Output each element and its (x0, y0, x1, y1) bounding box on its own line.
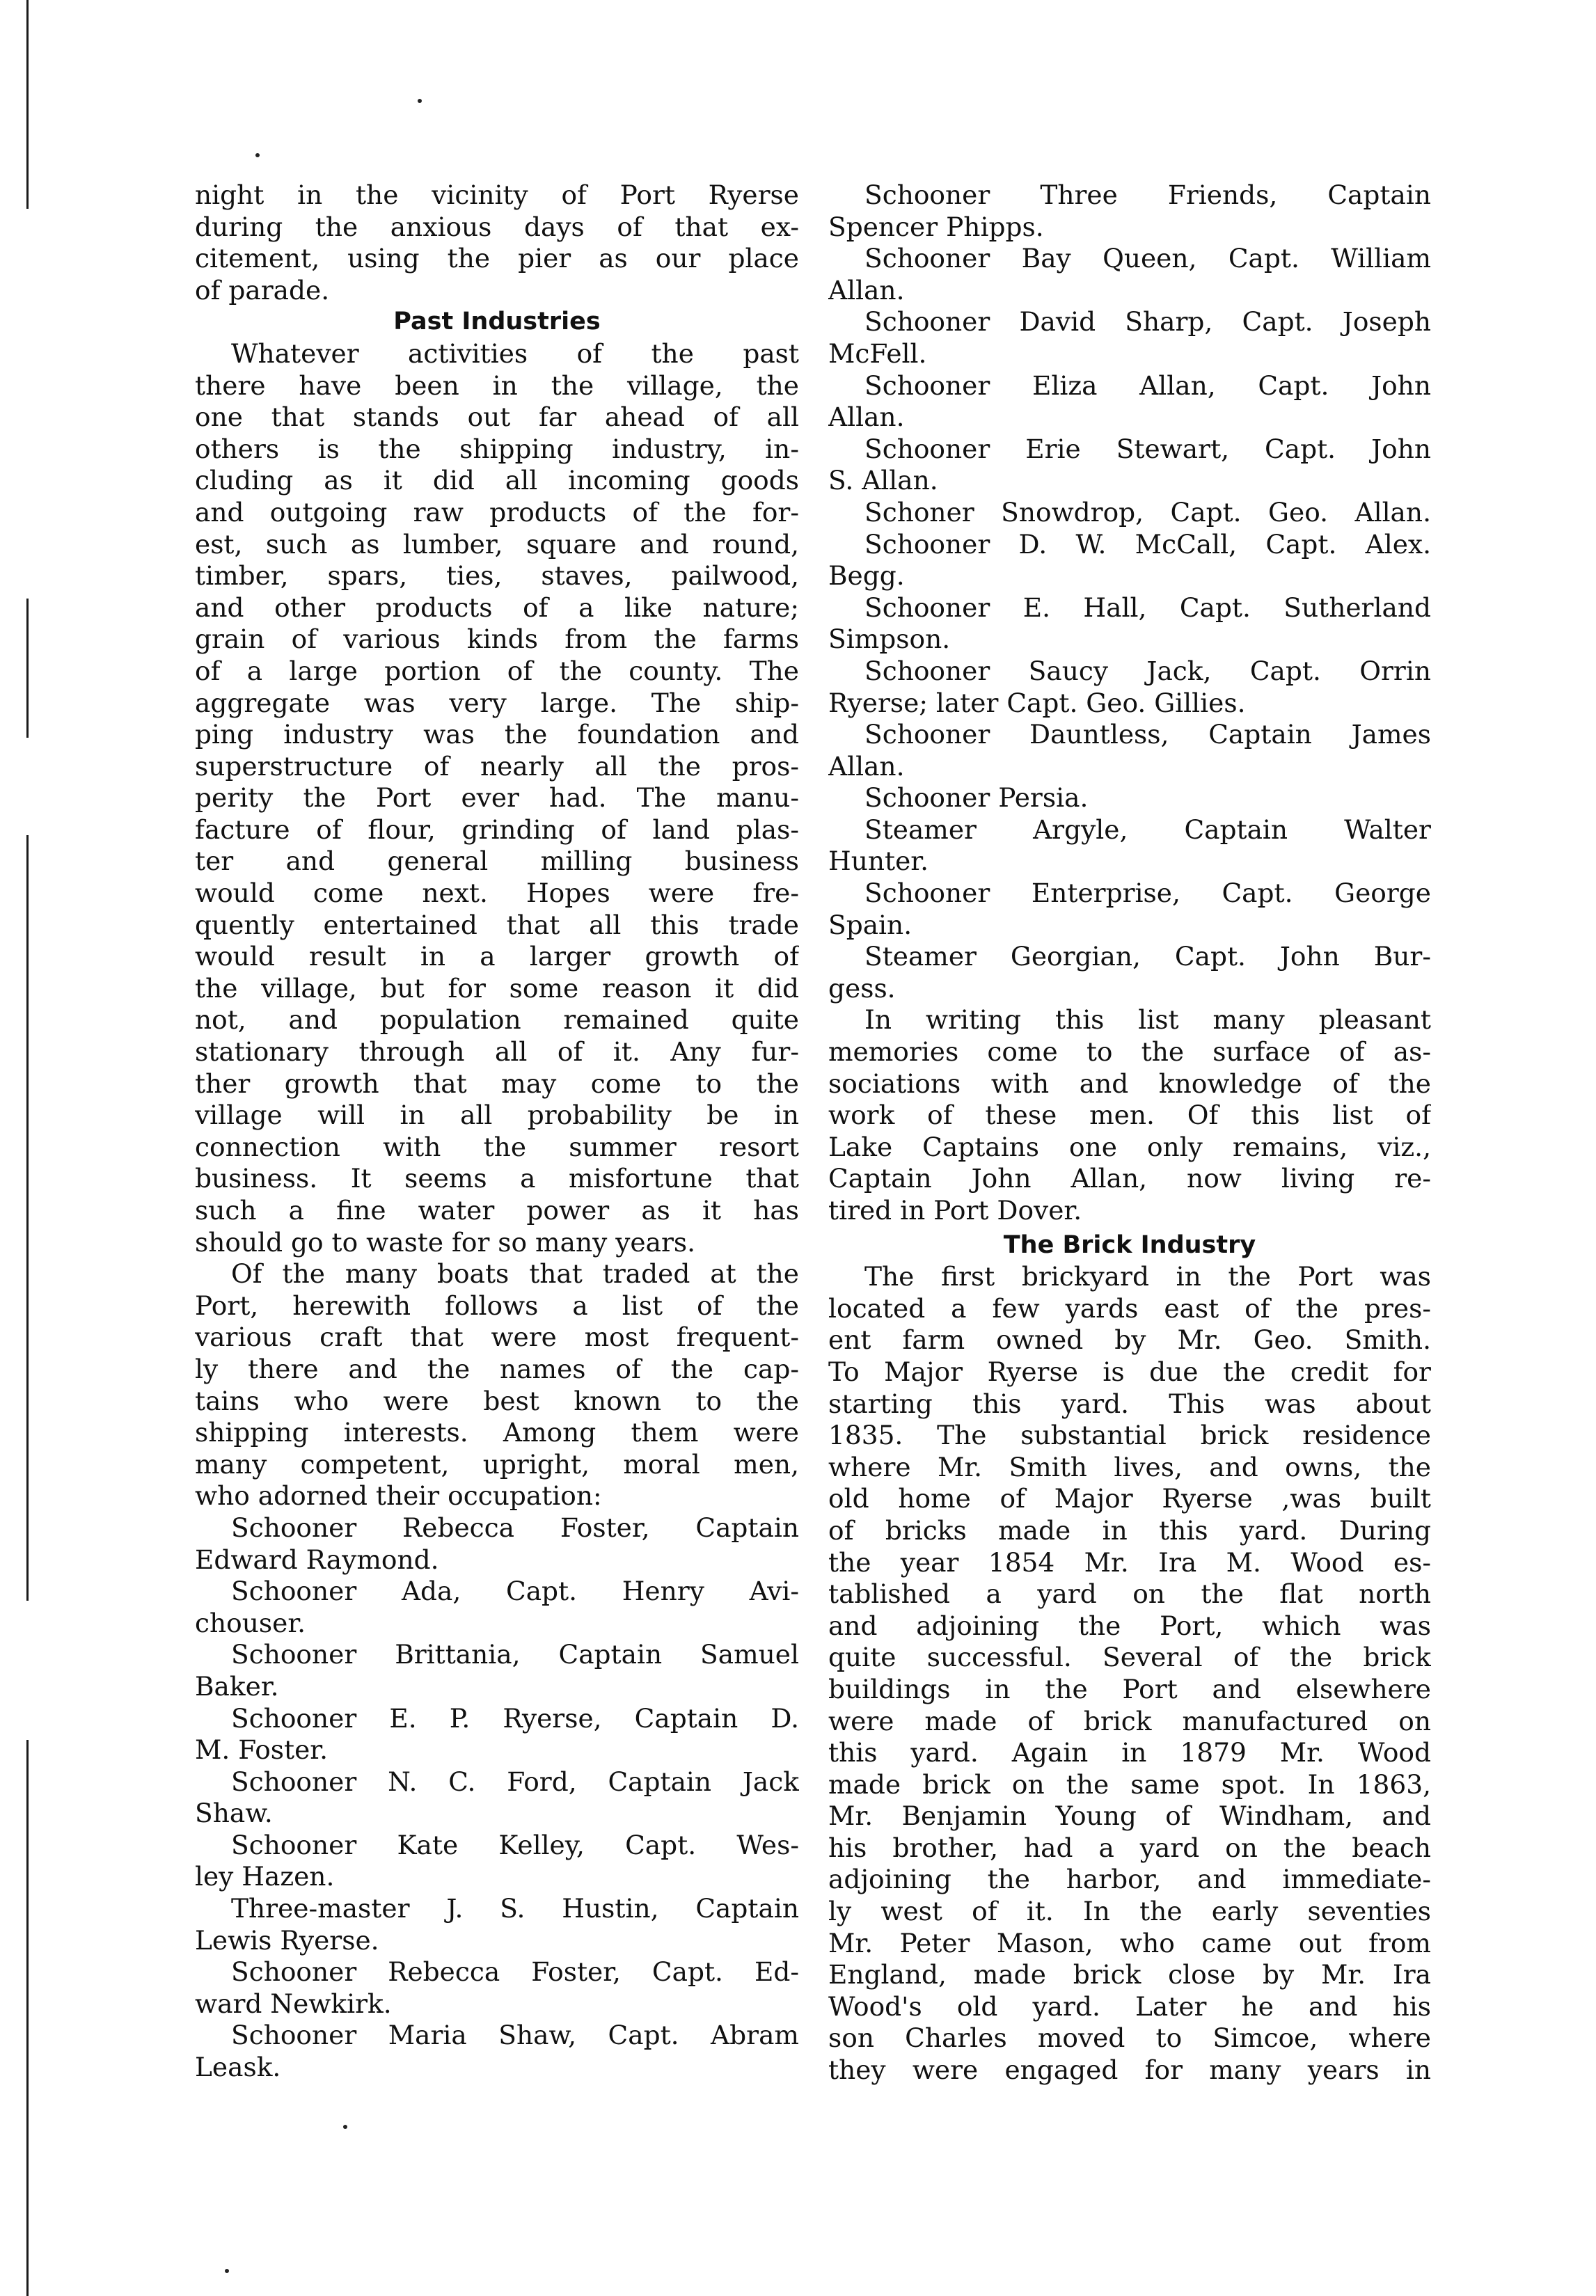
text-line: Schooner Persia. (864, 782, 1089, 814)
text-line: various craft that were most frequent- (195, 1322, 799, 1353)
text-line: adjoining the harbor, and immediate- (828, 1864, 1431, 1895)
vessel-entry (828, 656, 1431, 719)
text-line: Schooner David Sharp, Capt. Joseph (864, 306, 1431, 338)
paragraph-parade (195, 180, 799, 306)
text-line: grain of various kinds from the farms (195, 624, 799, 655)
text-line: Wood's old yard. Later he and his (828, 1990, 1431, 2022)
text-line: McFell. (828, 338, 927, 369)
text-line: Leask. (195, 2052, 281, 2083)
text-line: Mr. Peter Mason, who came out from (828, 1927, 1431, 1958)
text-line: Spencer Phipps. (828, 211, 1044, 242)
text-line: Hunter. (828, 846, 929, 877)
section-heading-brick-industry: The Brick Industry (1003, 1230, 1256, 1259)
text-line: timber, spars, ties, staves, pailwood, (195, 560, 799, 592)
text-line: ent farm owned by Mr. Geo. Smith. (828, 1324, 1431, 1356)
vessel-entry (828, 782, 1431, 814)
text-line: stationary through all of it. Any fur- (195, 1036, 799, 1068)
text-line: tains who were best known to the (195, 1385, 799, 1416)
text-line: facture of flour, grinding of land plas- (195, 814, 799, 845)
text-line: Lake Captains one only remains, viz., (828, 1131, 1431, 1162)
text-line: this yard. Again in 1879 Mr. Wood (828, 1737, 1431, 1768)
text-line: quently entertained that all this trade (195, 909, 799, 940)
scan-speck (418, 99, 422, 103)
binding-margin-line (26, 599, 29, 738)
text-line: The first brickyard in the Port was (864, 1261, 1431, 1292)
vessel-entry (195, 1830, 799, 1893)
text-line: Schooner Ada, Capt. Henry Avi- (231, 1576, 799, 1607)
text-line: Spain. (828, 909, 912, 940)
text-line: Schooner E. P. Ryerse, Captain D. (231, 1702, 799, 1734)
text-line: Baker. (195, 1670, 279, 1702)
text-line: Steamer Georgian, Capt. John Bur- (864, 941, 1431, 972)
vessel-entry (828, 180, 1431, 243)
text-line: Edward Raymond. (195, 1544, 439, 1575)
text-line: and outgoing raw products of the for- (195, 496, 799, 528)
text-line: memories come to the surface of as- (828, 1036, 1431, 1068)
text-line: work of these men. Of this list of (828, 1100, 1431, 1131)
text-line: Schooner E. Hall, Capt. Sutherland (864, 592, 1431, 623)
right-column (828, 180, 1431, 2087)
text-line: chouser. (195, 1607, 306, 1638)
text-line: his brother, had a yard on the beach (828, 1832, 1431, 1863)
text-line: made brick on the same spot. In 1863, (828, 1768, 1431, 1800)
text-line: quite successful. Several of the brick (828, 1642, 1431, 1673)
text-line: one that stands out far ahead of all (195, 402, 799, 433)
text-line: Mr. Benjamin Young of Windham, and (828, 1800, 1431, 1832)
text-line: Schooner Enterprise, Capt. George (864, 878, 1431, 909)
paragraph-boats-intro (195, 1258, 799, 1512)
vessel-entry (828, 306, 1431, 370)
text-line: village will in all probability be in (195, 1100, 799, 1131)
text-line: the year 1854 Mr. Ira M. Wood es- (828, 1546, 1431, 1578)
text-line: Lewis Ryerse. (195, 1924, 379, 1956)
vessel-entry (828, 243, 1431, 306)
paragraph-brick (828, 1261, 1431, 2086)
text-line: Port, herewith follows a list of the (195, 1290, 799, 1321)
vessel-entry (828, 497, 1431, 529)
text-line: during the anxious days of that ex- (195, 211, 799, 242)
binding-margin-line (26, 1740, 29, 2296)
text-line: aggregate was very large. The ship- (195, 687, 799, 718)
text-line: est, such as lumber, square and round, (195, 528, 799, 560)
text-line: Ryerse; later Capt. Geo. Gillies. (828, 687, 1246, 718)
text-line: shipping interests. Among them were (195, 1417, 799, 1448)
text-line: In writing this list many pleasant (864, 1004, 1431, 1036)
text-line: such a fine water power as it has (195, 1195, 799, 1226)
text-line: they were engaged for many years in (828, 2054, 1431, 2086)
vessel-entry (195, 2020, 799, 2083)
vessel-entry (195, 1766, 799, 1830)
text-line: where Mr. Smith lives, and owns, the (828, 1451, 1431, 1482)
text-line: ping industry was the foundation and (195, 719, 799, 750)
text-line: tired in Port Dover. (828, 1195, 1082, 1226)
text-line: located a few yards east of the pres- (828, 1292, 1431, 1324)
vessel-list-right (828, 180, 1431, 1004)
text-line: there have been in the village, the (195, 370, 799, 401)
text-line: connection with the summer resort (195, 1131, 799, 1162)
vessel-entry (195, 1512, 799, 1576)
text-line: Begg. (828, 560, 905, 592)
text-line: Schooner Rebecca Foster, Capt. Ed- (231, 1956, 799, 1988)
vessel-entry (828, 592, 1431, 656)
binding-margin-line (26, 0, 29, 209)
left-column (195, 180, 799, 2084)
text-line: Schoner Snowdrop, Capt. Geo. Allan. (864, 496, 1431, 528)
text-line: son Charles moved to Simcoe, where (828, 2022, 1431, 2054)
section-heading-past-industries: Past Industries (393, 308, 601, 336)
vessel-entry (195, 1639, 799, 1702)
text-line: perity the Port ever had. The manu- (195, 782, 799, 814)
text-line: would come next. Hopes were fre- (195, 878, 799, 909)
text-line: ley Hazen. (195, 1861, 335, 1892)
text-line: many competent, upright, moral men, (195, 1448, 799, 1480)
text-line: To Major Ryerse is due the credit for (828, 1356, 1431, 1387)
text-line: Shaw. (195, 1798, 273, 1829)
text-line: of bricks made in this yard. During (828, 1514, 1431, 1546)
text-line: old home of Major Ryerse ,was built (828, 1483, 1431, 1514)
text-line: Schooner Erie Stewart, Capt. John (864, 433, 1431, 464)
text-line: not, and population remained quite (195, 1004, 799, 1036)
text-line: Schooner Saucy Jack, Capt. Orrin (864, 655, 1431, 686)
vessel-entry (828, 529, 1431, 592)
vessel-entry (828, 434, 1431, 497)
text-line: were made of brick manufactured on (828, 1705, 1431, 1736)
text-line: the village, but for some reason it did (195, 972, 799, 1004)
text-line: ward Newkirk. (195, 1988, 392, 2019)
scan-speck (255, 153, 260, 157)
text-line: citement, using the pier as our place (195, 243, 799, 274)
text-line: Schooner Rebecca Foster, Captain (231, 1512, 799, 1543)
vessel-entry (195, 1576, 799, 1639)
text-line: sociations with and knowledge of the (828, 1068, 1431, 1099)
text-line: M. Foster. (195, 1734, 329, 1766)
text-line: Schooner Kate Kelley, Capt. Wes- (231, 1829, 799, 1860)
text-line: Steamer Argyle, Captain Walter (864, 814, 1431, 845)
text-line: superstructure of nearly all the pros- (195, 750, 799, 782)
text-line: gess. (828, 972, 896, 1004)
vessel-entry (195, 1956, 799, 2020)
paragraph-memories (828, 1004, 1431, 1226)
text-line: ly west of it. In the early seventies (828, 1896, 1431, 1927)
text-line: Schooner Brittania, Captain Samuel (231, 1639, 799, 1670)
text-line: starting this yard. This was about (828, 1388, 1431, 1419)
text-line: who adorned their occupation: (195, 1480, 602, 1512)
vessel-entry (828, 370, 1431, 434)
vessel-entry (828, 878, 1431, 941)
text-line: Three-master J. S. Hustin, Captain (231, 1893, 799, 1924)
text-line: should go to waste for so many years. (195, 1226, 696, 1258)
text-line: buildings in the Port and elsewhere (828, 1673, 1431, 1704)
text-line: Schooner Dauntless, Captain James (864, 719, 1431, 750)
text-line: England, made brick close by Mr. Ira (828, 1959, 1431, 1990)
text-line: Allan. (828, 750, 905, 782)
vessel-entry (828, 941, 1431, 1004)
text-line: night in the vicinity of Port Ryerse (195, 180, 799, 210)
text-line: Simpson. (828, 624, 951, 655)
binding-margin-line (26, 835, 29, 1601)
text-line: and other products of a like nature; (195, 592, 799, 623)
text-line: business. It seems a misfortune that (195, 1163, 799, 1194)
text-line: Of the many boats that traded at the (231, 1258, 799, 1290)
text-line: and adjoining the Port, which was (828, 1610, 1431, 1641)
text-line: others is the shipping industry, in- (195, 433, 799, 464)
text-line: Whatever activities of the past (231, 338, 799, 369)
text-line: Schooner Maria Shaw, Capt. Abram (231, 2020, 799, 2051)
text-line: Allan. (828, 274, 905, 306)
text-line: ter and general milling business (195, 846, 799, 877)
text-line: Schooner Bay Queen, Capt. William (864, 243, 1431, 274)
text-line: Schooner N. C. Ford, Captain Jack (231, 1766, 799, 1797)
text-line: of parade. (195, 274, 330, 306)
vessel-entry (828, 814, 1431, 878)
text-line: tablished a yard on the flat north (828, 1578, 1431, 1610)
paragraph-shipping (195, 338, 799, 1258)
text-line: cluding as it did all incoming goods (195, 465, 799, 496)
text-line: ther growth that may come to the (195, 1068, 799, 1099)
text-line: S. Allan. (828, 465, 938, 496)
vessel-entry (828, 719, 1431, 782)
text-line: Schooner Three Friends, Captain (864, 180, 1431, 210)
text-line: of a large portion of the county. The (195, 655, 799, 686)
text-line: would result in a larger growth of (195, 941, 799, 972)
vessel-list-left (195, 1512, 799, 2084)
text-line: ly there and the names of the cap- (195, 1353, 799, 1384)
vessel-entry (195, 1703, 799, 1766)
scan-speck (343, 2125, 347, 2129)
vessel-entry (195, 1893, 799, 1956)
scan-speck (225, 2269, 229, 2273)
text-line: Schooner D. W. McCall, Capt. Alex. (864, 528, 1431, 560)
text-line: 1835. The substantial brick residence (828, 1420, 1431, 1451)
text-line: Allan. (828, 402, 905, 433)
text-line: Captain John Allan, now living re- (828, 1163, 1431, 1194)
text-line: Schooner Eliza Allan, Capt. John (864, 370, 1431, 401)
